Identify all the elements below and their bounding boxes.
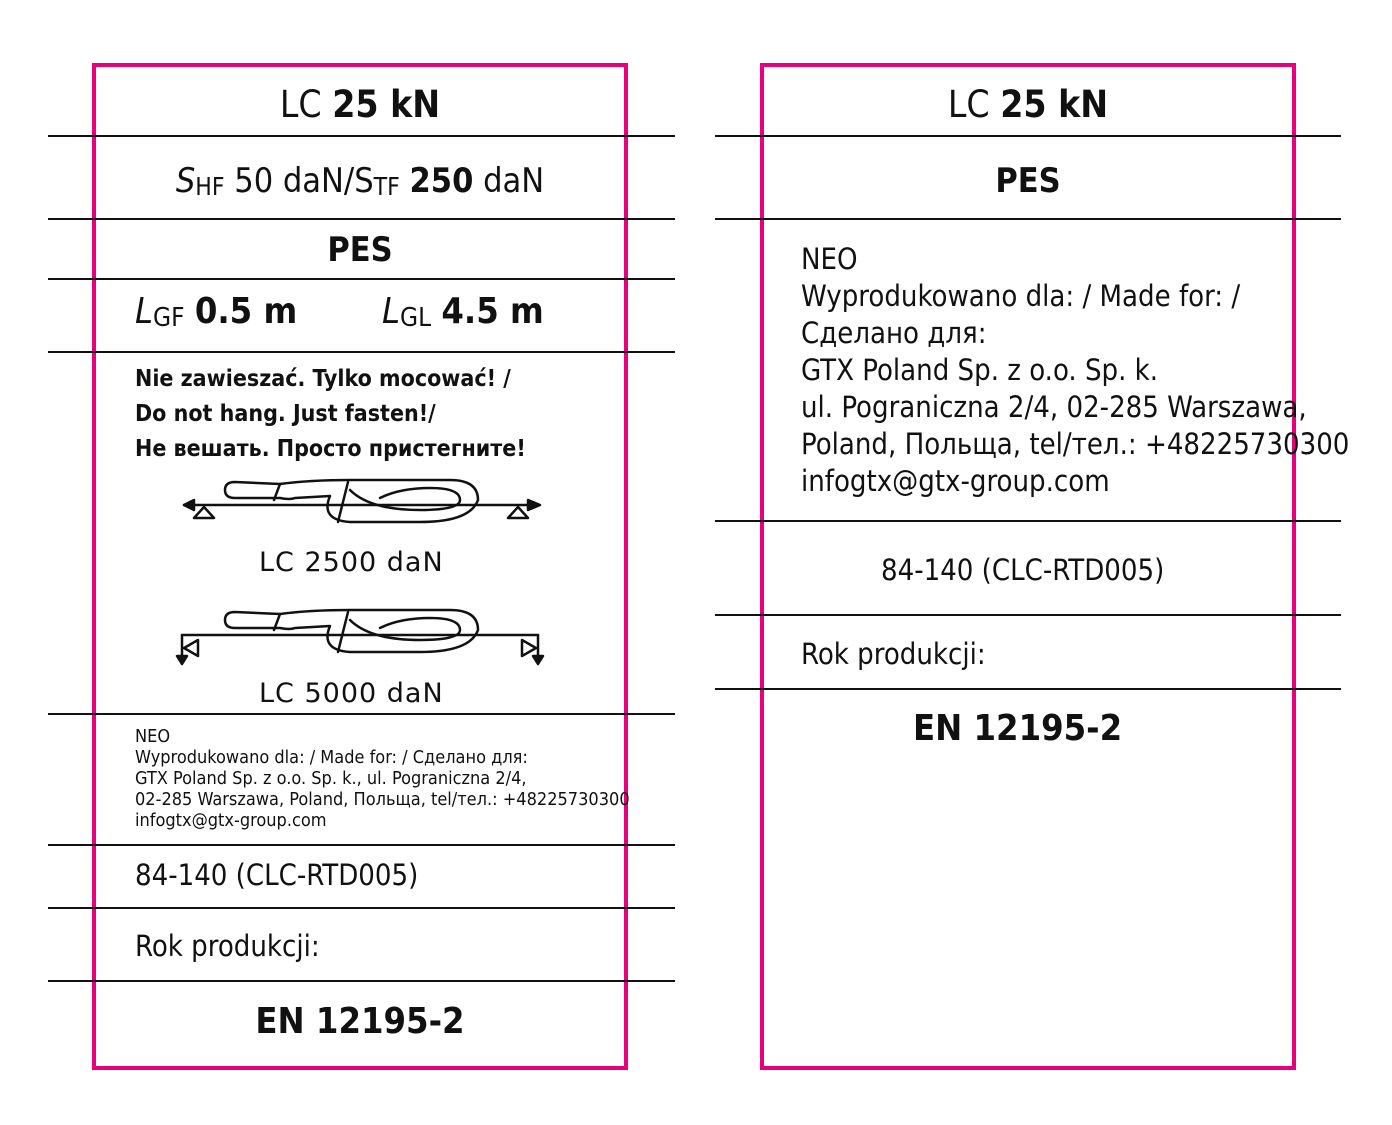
anchor-left-icon xyxy=(194,507,214,518)
left-divider-8 xyxy=(48,980,675,982)
lc-prefix: LC xyxy=(279,83,322,126)
arrow-down-right-icon xyxy=(533,656,543,664)
stf-subscript: TF xyxy=(373,171,400,201)
diagram-bottom-caption: LC 5000 daN xyxy=(259,678,444,709)
anchor-right-icon xyxy=(508,507,528,518)
lgf-subscript: GF xyxy=(153,303,185,334)
shf-symbol: S xyxy=(175,161,196,201)
right-standard: EN 12195-2 xyxy=(913,708,1123,749)
stf-value: 250 xyxy=(409,161,474,201)
right-divider-4 xyxy=(715,614,1341,616)
left-tension-forces xyxy=(96,161,624,201)
left-production-year: Rok produkcji: xyxy=(135,929,320,963)
arrow-left-icon xyxy=(184,500,194,510)
lgl-value: 4.5 m xyxy=(441,291,544,332)
maker-line: Poland, Польща, tel/тел.: +48225730300 xyxy=(801,427,1350,461)
lgf-symbol: L xyxy=(135,291,154,332)
hook-ridge-2 xyxy=(338,482,348,522)
left-length-fixed-end xyxy=(135,291,298,334)
maker-line: ul. Pograniczna 2/4, 02-285 Warszawa, xyxy=(801,390,1307,424)
hook-loop-icon xyxy=(350,618,460,640)
anchor-right-icon xyxy=(522,640,536,656)
lc-prefix: LC xyxy=(947,83,990,126)
stf-symbol: S xyxy=(354,161,374,201)
maker-line: infogtx@gtx-group.com xyxy=(801,464,1110,498)
maker-line: Wyprodukowano dla: / Made for: / Сделано для: xyxy=(135,747,528,768)
right-material: PES xyxy=(995,161,1061,201)
hook-body-icon xyxy=(225,610,478,652)
hook-body-icon xyxy=(225,480,478,522)
hook-loop-icon xyxy=(350,488,460,510)
warning-russian: Не вешать. Просто пристегните! xyxy=(135,436,526,462)
left-divider-4 xyxy=(48,351,675,353)
maker-line: GTX Poland Sp. z o.o. Sp. k., ul. Pograniczna 2/4, xyxy=(135,768,527,789)
straight-pull-diagram xyxy=(170,470,550,530)
maker-line: GTX Poland Sp. z o.o. Sp. k. xyxy=(801,353,1159,387)
right-production-year: Rok produkcji: xyxy=(801,637,986,671)
right-maker-info xyxy=(801,241,1349,500)
left-maker-info xyxy=(135,726,630,831)
maker-line: Сделано для: xyxy=(801,316,987,350)
right-load-capacity xyxy=(764,83,1292,126)
arrow-right-icon xyxy=(528,500,540,510)
left-product-code: 84-140 (CLC-RTD005) xyxy=(135,858,419,892)
left-standard: EN 12195-2 xyxy=(255,1001,465,1042)
hook-ridge-2 xyxy=(338,612,348,652)
angled-pull-diagram xyxy=(170,600,550,670)
arrow-down-left-icon xyxy=(177,656,187,664)
left-load-capacity xyxy=(96,83,624,126)
left-divider-1 xyxy=(48,135,675,137)
diagram-top-caption: LC 2500 daN xyxy=(259,547,444,578)
left-divider-7 xyxy=(48,907,675,909)
shf-subscript: HF xyxy=(195,171,225,201)
maker-line: Wyprodukowano dla: / Made for: / xyxy=(801,279,1241,313)
lc-value: 25 kN xyxy=(332,83,441,126)
right-divider-1 xyxy=(715,135,1341,137)
left-divider-6 xyxy=(48,844,675,846)
right-divider-2 xyxy=(715,218,1341,220)
warning-english: Do not hang. Just fasten!/ xyxy=(135,401,436,427)
maker-line: NEO xyxy=(135,726,171,747)
left-length-loose-end xyxy=(382,291,544,334)
lgf-value: 0.5 m xyxy=(194,291,298,332)
maker-line: NEO xyxy=(801,242,858,276)
right-divider-5 xyxy=(715,688,1341,690)
right-product-code: 84-140 (CLC-RTD005) xyxy=(881,553,1165,587)
lc-value: 25 kN xyxy=(1000,83,1109,126)
maker-line: 02-285 Warszawa, Poland, Польща, tel/тел.: +48225730300 xyxy=(135,789,630,810)
left-material: PES xyxy=(327,230,393,270)
maker-line: infogtx@gtx-group.com xyxy=(135,810,327,831)
left-divider-5 xyxy=(48,713,675,715)
left-divider-3 xyxy=(48,278,675,280)
right-divider-3 xyxy=(715,520,1341,522)
stf-unit: daN xyxy=(483,161,545,201)
left-divider-2 xyxy=(48,218,675,220)
warning-polish: Nie zawieszać. Tylko mocować! / xyxy=(135,366,511,392)
lgl-symbol: L xyxy=(382,291,401,332)
lgl-subscript: GL xyxy=(400,303,432,334)
anchor-left-icon xyxy=(184,640,198,656)
shf-value: 50 daN/ xyxy=(234,161,355,201)
